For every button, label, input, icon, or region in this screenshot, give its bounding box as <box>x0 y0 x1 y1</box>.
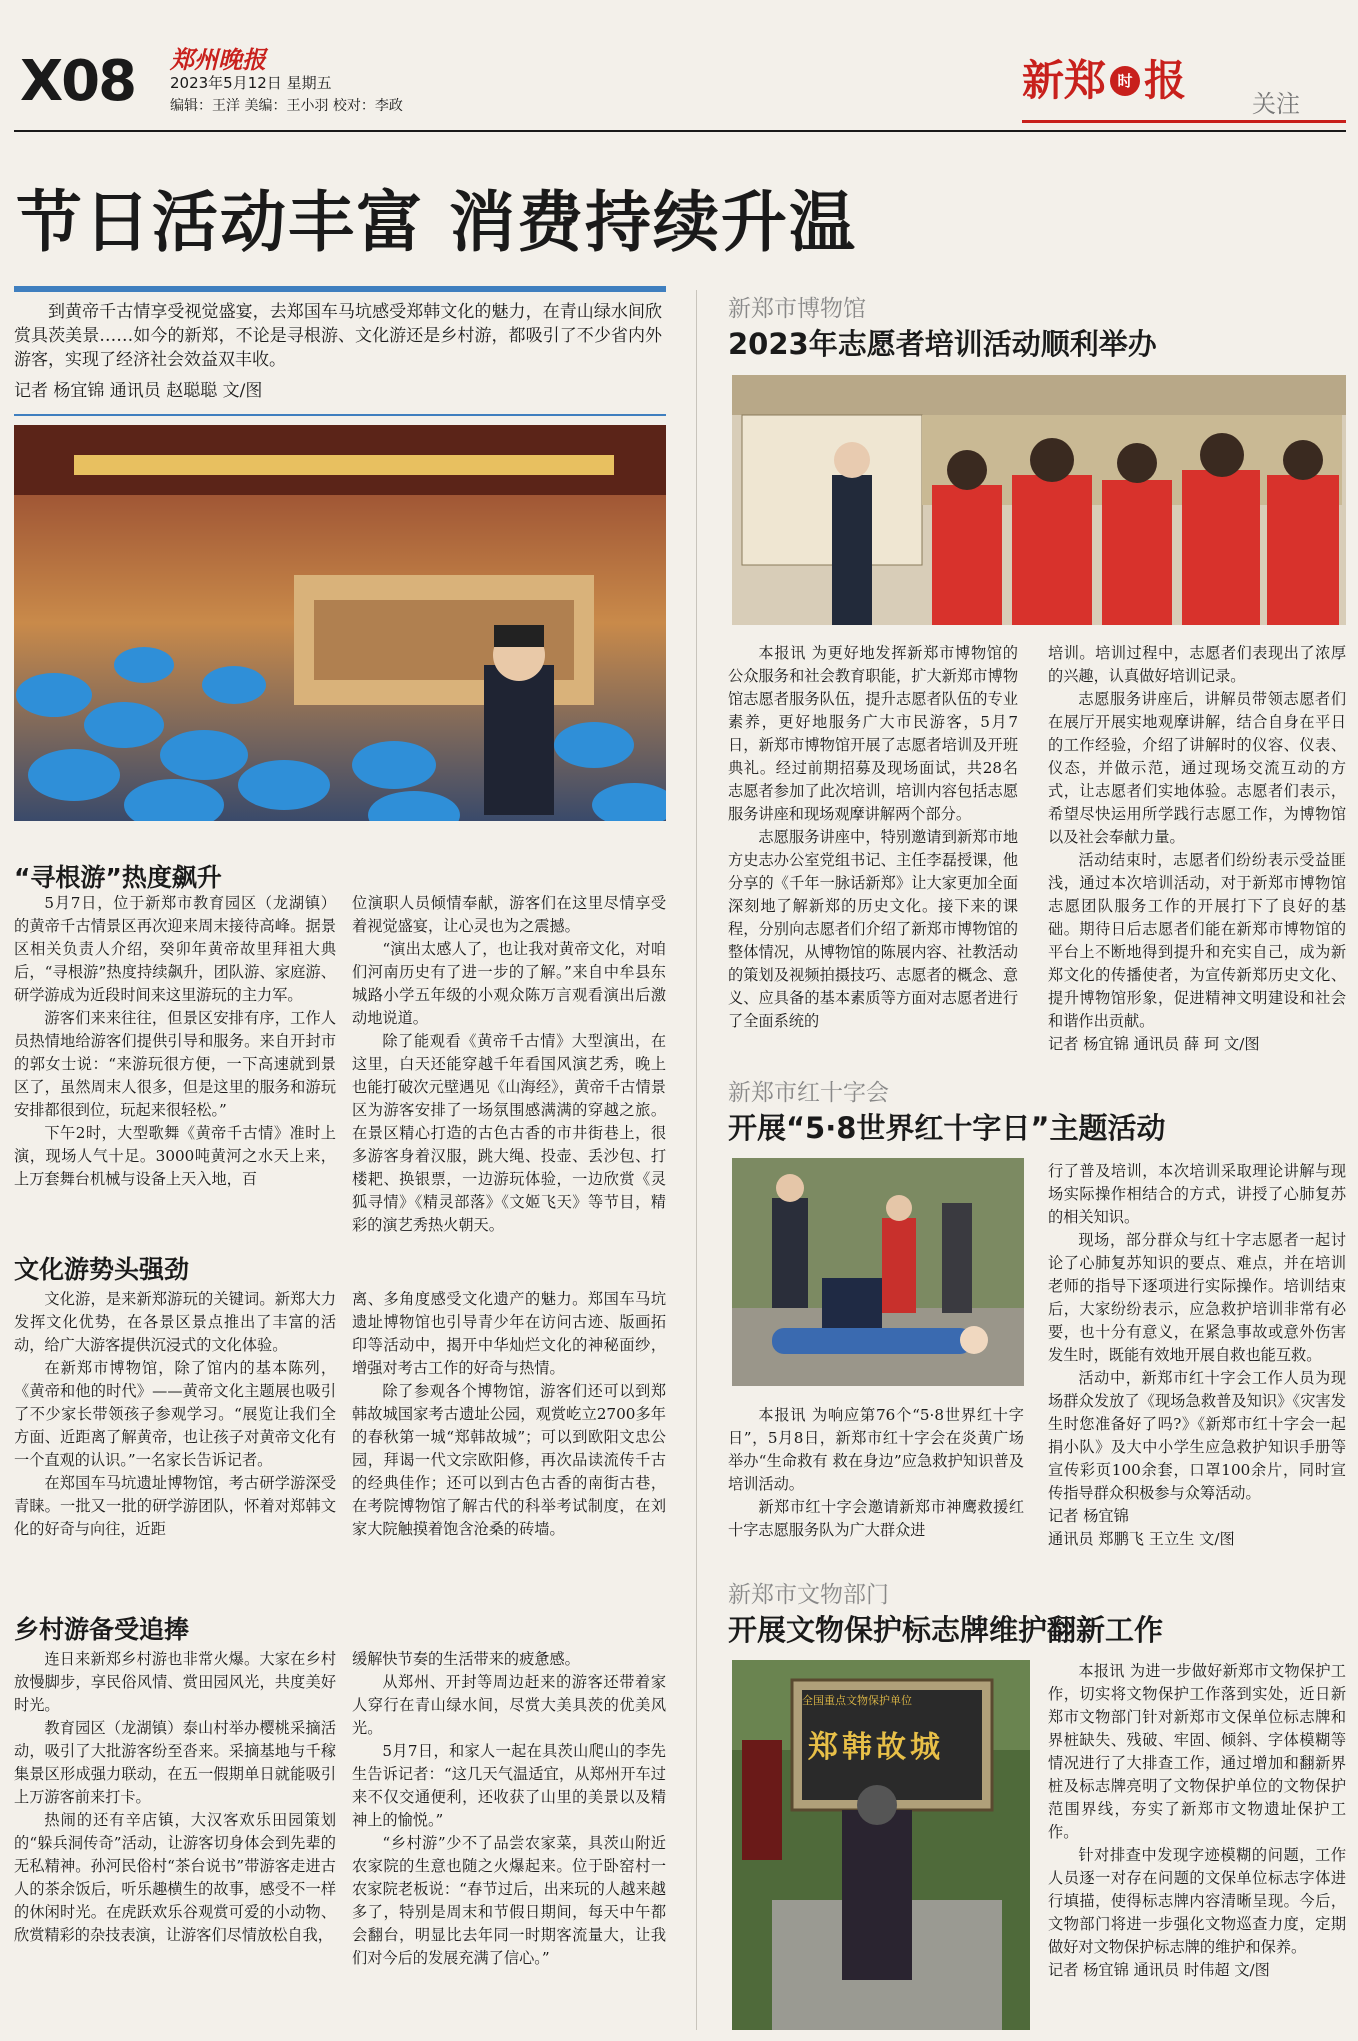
paragraph: “演出太感人了，也让我对黄帝文化，对咱们河南历史有了进一步的了解。”来自中牟县东城路小学五年级的小观众陈万言观看演出后激动地说道。 <box>352 940 666 1027</box>
section3-column2 <box>352 1648 666 1970</box>
lead-top-rule <box>14 286 666 292</box>
paragraph: 从郑州、开封等周边赶来的游客还带着家人穿行在青山绿水间，尽赏大美具茨的优美风光。 <box>352 1673 666 1737</box>
paragraph: 行了普及培训，本次培训采取理论讲解与现场实际操作相结合的方式，讲授了心肺复苏的相关知识。 <box>1048 1162 1346 1226</box>
page-number: X08 <box>20 49 136 114</box>
paragraph: 针对排查中发现字迹模糊的问题，工作人员逐一对存在问题的文保单位标志字体进行填描，使得标志牌内容清晰呈现。今后，文物部门将进一步强化文物巡查力度，定期做好对文物保护标志牌的维护和保养。 <box>1048 1846 1346 1956</box>
paragraph: 本报讯 为更好地发挥新郑市博物馆的公众服务和社会教育职能，扩大新郑市博物馆志愿者服务队伍，提升志愿者队伍的专业素养，更好地服务广大市民游客，5月7日，新郑市博物馆开展了志愿者培训及开班典礼。经过前期招募及现场面试，共28名志愿者参加了此次培训，培训内容包括志愿服务讲座和现场观摩讲解两个部分。 <box>728 644 1018 823</box>
newspaper-logo: 郑州晚报 <box>170 45 266 74</box>
paragraph: 新郑市红十字会邀请新郑市神鹰救援红十字志愿服务队为广大群众进 <box>728 1498 1024 1539</box>
paragraph: 本报讯 为响应第76个“5·8世界红十字日”，5月8日，新郑市红十字会在炎黄广场举办“生命救有 救在身边”应急救护知识普及培训活动。 <box>728 1406 1024 1493</box>
museum-title: 2023年志愿者培训活动顺利举办 <box>728 327 1157 361</box>
sign-name-text: 郑韩故城 <box>808 1730 944 1765</box>
byline: 记者 杨宜锦 <box>1048 1507 1129 1525</box>
paragraph: 志愿服务讲座后，讲解员带领志愿者们在展厅开展实地观摩讲解，结合自身在平日的工作经验，介绍了讲解时的仪容、仪表、仪态，并做示范，通过现场交流互动的方式，让志愿者们实地体验。志愿者们表示，希望尽快运用所学践行志愿工作，为博物馆以及社会奉献力量。 <box>1048 690 1346 846</box>
main-photo-museum-visit <box>14 425 666 821</box>
section1-column1 <box>14 892 336 1191</box>
column-divider <box>696 290 697 2030</box>
brand-logo <box>1022 56 1187 105</box>
paragraph: 位演职人员倾情奉献，游客们在这里尽情享受着视觉盛宴，让心灵也为之震撼。 <box>352 894 666 935</box>
section-title-roots-tour: “寻根游”热度飙升 <box>14 863 222 892</box>
paragraph: 缓解快节奏的生活带来的疲惫感。 <box>352 1650 580 1668</box>
museum-column1 <box>728 642 1018 1033</box>
lead-bottom-rule <box>14 414 666 416</box>
paragraph: 教育园区（龙湖镇）泰山村举办樱桃采摘活动，吸引了大批游客纷至沓来。采摘基地与千稼集景区形成强力联动，在五一假期单日就能吸引上万游客前来打卡。 <box>14 1719 336 1806</box>
page-headline: 节日活动丰富 消费持续升温 <box>16 184 857 261</box>
redcross-left-column <box>728 1404 1024 1542</box>
paragraph: 志愿服务讲座中，特别邀请到新郑市地方史志办公室党组书记、主任李磊授课，他分享的《千年一脉话新郑》让大家更加全面深刻地了解新郑的历史文化。接下来的课程，分别向志愿者们介绍了新郑市博物馆的整体情况，从博物馆的陈展内容、社教活动的策划及视频拍摄技巧、志愿者的概念、意义、应具备的基本素质等方面对志愿者进行了全面系统的 <box>728 828 1018 1030</box>
brand-right: 报 <box>1144 56 1187 105</box>
redcross-right-column <box>1048 1160 1346 1551</box>
redcross-kicker: 新郑市红十字会 <box>728 1080 889 1106</box>
masthead-rule <box>14 130 1346 132</box>
paragraph: 培训。培训过程中，志愿者们表现出了浓厚的兴趣，认真做好培训记录。 <box>1048 644 1346 685</box>
museum-kicker: 新郑市博物馆 <box>728 296 866 322</box>
paragraph: 热闹的还有辛店镇，大汉客欢乐田园策划的“躲兵洞传奇”活动，让游客切身体会到先辈的无私精神。孙河民俗村“茶台说书”带游客走进古人的茶余饭后，听乐趣横生的故事，感受不一样的休闲时光。在虎跃欢乐谷观赏可爱的小动物、欣赏精彩的杂技表演，让游客们尽情放松自我， <box>14 1811 336 1944</box>
paragraph: 游客们来来往往，但景区安排有序，工作人员热情地给游客们提供引导和服务。来自开封市的郭女士说：“来游玩很方便，一下高速就到景区了，虽然周末人很多，但是这里的服务和游玩安排都很到位，玩起来很轻松。” <box>14 1009 336 1119</box>
relic-column <box>1048 1660 1346 1982</box>
sign-header-text: 全国重点文物保护单位 <box>802 1694 912 1707</box>
relic-sign-photo <box>732 1660 1030 2030</box>
masthead-rule-red <box>1022 120 1346 123</box>
paragraph: 离、多角度感受文化遗产的魅力。郑国车马坑遗址博物馆也引导青少年在访问古迹、版画拓印等活动中，揭开中华灿烂文化的神秘面纱，增强对考古工作的好奇与热情。 <box>352 1290 666 1377</box>
byline: 记者 杨宜锦 通讯员 时伟超 文/图 <box>1048 1961 1270 1979</box>
brand-circle: 时 <box>1110 66 1140 96</box>
relic-title: 开展文物保护标志牌维护翻新工作 <box>728 1613 1164 1647</box>
paragraph: 现场，部分群众与红十字志愿者一起讨论了心肺复苏知识的要点、难点，并在培训老师的指导下逐项进行实际操作。培训结束后，大家纷纷表示，应急救护培训非常有必要，也十分有意义，在紧急事故或意外伤害发生时，既能有效地开展自救也能互救。 <box>1048 1231 1346 1364</box>
section-tag: 关注 <box>1252 90 1300 118</box>
paragraph: 本报讯 为进一步做好新郑市文物保护工作，切实将文物保护工作落到实处，近日新郑市文物部门针对新郑市文保单位标志牌和界桩缺失、残破、牢固、倾斜、字体模糊等情况进行了大排查工作，通过增加和翻新界桩及标志牌亮明了文物保护单位的文物保护范围界线，夯实了新郑市文物遗址保护工作。 <box>1048 1662 1346 1841</box>
brand-left: 新郑 <box>1022 56 1107 105</box>
paragraph: 除了能观看《黄帝千古情》大型演出，在这里，白天还能穿越千年看国风演艺秀，晚上也能打破次元壁遇见《山海经》，黄帝千古情景区为游客安排了一场氛围感满满的穿越之旅。在景区精心打造的古色古香的市井街巷上，很多游客身着汉服，跳大绳、投壶、丢沙包、打楼耙、换银票，一边游玩体验，一边欣赏《灵狐寻情》《精灵部落》《文姬飞天》等节目，精彩的演艺秀热火朝天。 <box>352 1032 666 1234</box>
paragraph: 5月7日，和家人一起在具茨山爬山的李先生告诉记者：“这几天气温适宜，从郑州开车过来不仅交通便利，还收获了山里的美景以及精神上的愉悦。” <box>352 1742 666 1829</box>
museum-volunteer-photo <box>732 375 1346 625</box>
lead-byline: 记者 杨宜锦 通讯员 赵聪聪 文/图 <box>14 381 263 401</box>
redcross-title: 开展“5·8世界红十字日”主题活动 <box>728 1111 1166 1145</box>
museum-column2 <box>1048 642 1346 1056</box>
paragraph: 活动中，新郑市红十字会工作人员为现场群众发放了《现场急救普及知识》《灾害发生时您准备好了吗?》《新郑市红十字会一起捐小队》及大中小学生应急救护知识手册等宣传彩页100余套，口罩100余片，同时宣传指导群众积极参与众筹活动。 <box>1048 1369 1346 1502</box>
paragraph: 在郑国车马坑遗址博物馆，考古研学游深受青睐。一批又一批的研学游团队，怀着对郑韩文化的好奇与向往，近距 <box>14 1474 336 1538</box>
relic-kicker: 新郑市文物部门 <box>728 1582 889 1608</box>
paragraph: 连日来新郑乡村游也非常火爆。大家在乡村放慢脚步，享民俗风情、赏田园风光，共度美好时光。 <box>14 1650 336 1714</box>
paragraph: 除了参观各个博物馆，游客们还可以到郑韩故城国家考古遗址公园，观赏屹立2700多年的春秋第一城“郑韩故城”；可以到欧阳文忠公园，拜谒一代文宗欧阳修，再次品读流传千古的经典佳作；还可以到古色古香的南街古巷，在考院博物馆了解古代的科举考试制度，在刘家大院触摸着饱含沧桑的砖墙。 <box>352 1382 666 1538</box>
paragraph: 文化游，是来新郑游玩的关键词。新郑大力发挥文化优势，在各景区景点推出了丰富的活动，给广大游客提供沉浸式的文化体验。 <box>14 1290 336 1354</box>
editors-line: 编辑：王洋 美编：王小羽 校对：李政 <box>170 98 403 114</box>
section1-column2 <box>352 892 666 1237</box>
lead-paragraph: 到黄帝千古情享受视觉盛宴，去郑国车马坑感受郑韩文化的魅力，在青山绿水间欣赏具茨美景……如今的新郑，不论是寻根游、文化游还是乡村游，都吸引了不少省内外游客，实现了经济社会效益双丰收。 <box>14 302 662 370</box>
paragraph: “乡村游”少不了品尝农家菜，具茨山附近农家院的生意也随之火爆起来。位于卧窑村一农家院老板说：“春节过后，出来玩的人越来越多了，特别是周末和节假日期间，每天中午都会翻台，明显比去年同一时期客流量大，让我们对今后的发展充满了信心。” <box>352 1834 666 1967</box>
section2-column2 <box>352 1288 666 1541</box>
redcross-cpr-photo <box>732 1158 1024 1386</box>
section-title-culture-tour: 文化游势头强劲 <box>14 1255 190 1284</box>
paragraph: 5月7日，位于新郑市教育园区（龙湖镇）的黄帝千古情景区再次迎来周末接待高峰。据景区相关负责人介绍，癸卯年黄帝故里拜祖大典后，“寻根游”热度持续飙升，团队游、家庭游、研学游成为近段时间来这里游玩的主力军。 <box>14 894 336 1004</box>
section2-column1 <box>14 1288 336 1541</box>
paragraph: 在新郑市博物馆，除了馆内的基本陈列，《黄帝和他的时代》——黄帝文化主题展也吸引了不少家长带领孩子参观学习。“展览让我们全方面、近距离了解黄帝，也让孩子对黄帝文化有一个直观的认识。”一名家长告诉记者。 <box>14 1359 336 1469</box>
byline: 记者 杨宜锦 通讯员 薛 珂 文/图 <box>1048 1035 1260 1053</box>
section-title-rural-tour: 乡村游备受追捧 <box>14 1615 190 1644</box>
section3-column1 <box>14 1648 336 1947</box>
paragraph: 下午2时，大型歌舞《黄帝千古情》准时上演，现场人气十足。3000吨黄河之水天上来，上万套舞台机械与设备上天入地，百 <box>14 1124 336 1188</box>
byline: 通讯员 郑鹏飞 王立生 文/图 <box>1048 1530 1235 1548</box>
paragraph: 活动结束时，志愿者们纷纷表示受益匪浅，通过本次培训活动，对于新郑市博物馆志愿团队服务工作的开展打下了良好的基础。期待日后志愿者们能在新郑市博物馆的平台上不断地得到提升和充实自己，成为新郑文化的传播使者，为宣传新郑历史文化、提升博物馆形象，促进精神文明建设和社会和谐作出贡献。 <box>1048 851 1346 1030</box>
issue-date: 2023年5月12日 星期五 <box>170 74 332 92</box>
